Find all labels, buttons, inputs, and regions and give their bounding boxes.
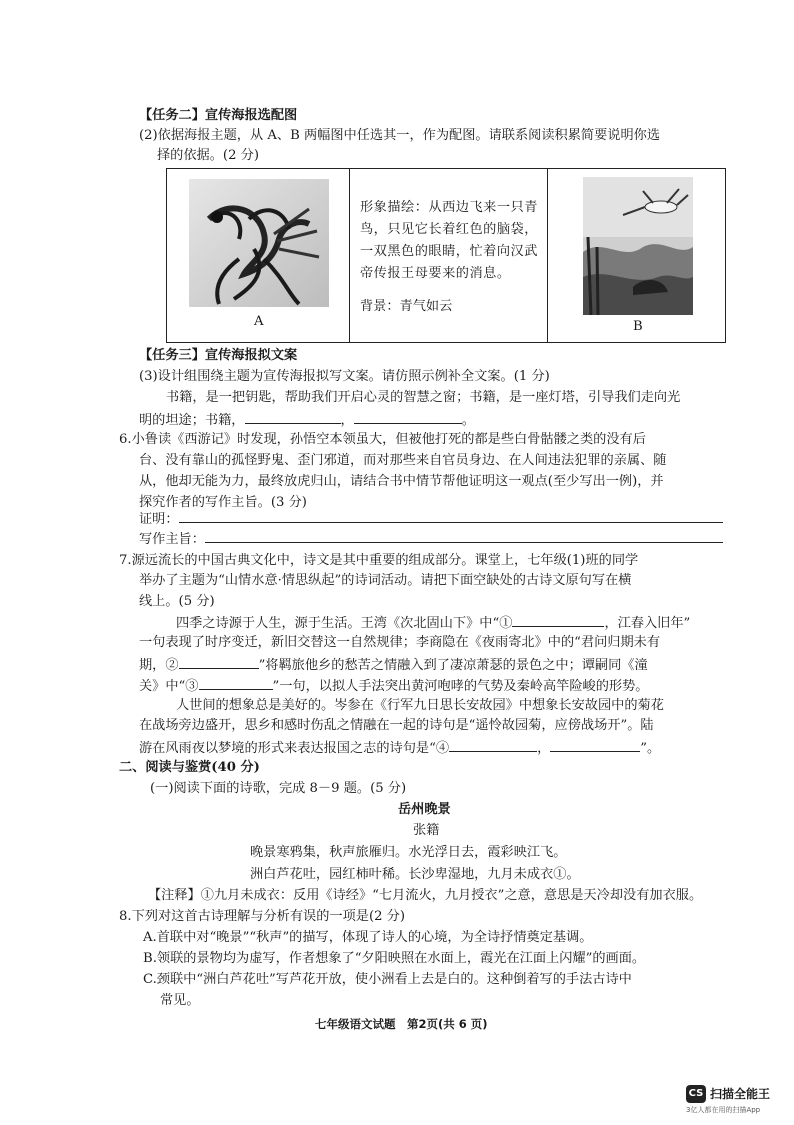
image-background: 背景：青气如云	[360, 299, 453, 314]
q7-blank4b[interactable]	[550, 737, 640, 752]
q6-proof-blank[interactable]	[179, 508, 723, 523]
q7-p1-line4-b: ”一句，以拟人手法突出黄河咆哮的气势及秦岭高竿险峻的形势。	[272, 679, 649, 694]
scanner-logo-sub: 3亿人都在用的扫描App	[686, 1106, 761, 1114]
q3-line2: 书籍，是一把钥匙，帮助我们开启心灵的智慧之窗；书籍，是一座灯塔，引导我们走向光	[166, 390, 681, 405]
poem-line1: 晚景寒鸦集，秋声旅雁归。水光浮日去，霞彩映江飞。	[250, 845, 567, 860]
q7-p1-line1-a: 四季之诗源于人生，源于生活。王湾《次北固山下》中“①	[176, 616, 513, 631]
q6-line3: 从，他却无能为力，最终放虎归山，请结合书中情节帮他证明这一观点(至少写出一例)，并	[139, 474, 664, 489]
q7-p1-line3	[139, 654, 648, 675]
image-choice-table	[166, 168, 726, 343]
q7-line2: 举办了主题为“山情水意·情思纵起”的诗词活动。请把下面空缺处的古诗文原句写在横	[139, 573, 632, 588]
q7-blank4a[interactable]	[449, 737, 537, 752]
q3-line3	[139, 409, 475, 430]
q7-p2-line2: 在战场旁边盛开，思乡和感时伤乱之情融在一起的诗句是“遥怜故园菊，应傍战场开”。陆	[139, 718, 654, 733]
section2-heading: 二、阅读与鉴赏(40 分)	[119, 760, 260, 775]
scanner-logo-icon: CS	[686, 1085, 706, 1103]
q8-option-a[interactable]: A.首联中对“晚景”“秋声”的描写，体现了诗人的心境，为全诗抒情奠定基调。	[143, 930, 593, 945]
label-b: B	[633, 319, 643, 334]
q7-p1-line4-a: 关》中“③	[139, 679, 199, 694]
q3-blank1[interactable]	[245, 409, 341, 424]
q6-theme-label: 写作主旨：	[139, 532, 205, 547]
q8-stem: 8.下列对这首古诗理解与分析有误的一项是(2 分)	[119, 909, 406, 924]
q2-line2: 择的依据。(2 分)	[157, 148, 259, 163]
q7-p2-line3-b: ，	[537, 741, 551, 756]
q3-line3-end: 。	[461, 413, 475, 428]
q6-line2: 台、没有靠山的孤怪野鬼、歪门邪道，而对那些来自官员身边、在人间违法犯罪的亲属、随	[139, 453, 667, 468]
cell-image-b	[548, 169, 726, 343]
q6-theme-blank[interactable]	[205, 528, 723, 543]
task2-heading: 【任务二】宣传海报选配图	[139, 108, 298, 123]
q3-line1: (3)设计组围绕主题为宣传海报拟写文案。请仿照示例补全文案。(1 分)	[139, 369, 550, 384]
crane-image	[583, 177, 693, 315]
q7-line3: 线上。(5 分)	[139, 594, 215, 609]
q7-p2-line3	[139, 737, 660, 758]
q7-blank1[interactable]	[512, 612, 604, 627]
scanner-logo-text: 扫描全能王	[710, 1087, 771, 1101]
q7-line1: 7.源远流长的中国古典文化中，诗文是其中重要的组成部分。课堂上，七年级(1)班的同学	[119, 553, 639, 568]
q7-p2-line3-a: 游在风雨夜以梦境的形式来表达报国之志的诗句是“④	[139, 741, 450, 756]
q6-proof-label: 证明：	[139, 512, 179, 527]
poem-title: 岳州晚景	[398, 802, 451, 817]
q2-line1: (2)依据海报主题，从 A、B 两幅图中任选其一，作为配图。请联系阅读积累简要说明你选	[139, 128, 661, 143]
image-description: 形象描绘：从西边飞来一只青鸟，只见它长着红色的脑袋，一双黑色的眼睛，忙着向汉武帝传报王母要来的消息。	[360, 200, 538, 281]
q7-blank3[interactable]	[199, 675, 273, 690]
cell-image-a	[167, 169, 350, 343]
phoenix-image	[189, 179, 329, 307]
q3-blank2[interactable]	[354, 409, 462, 424]
label-a: A	[254, 314, 264, 329]
q7-p2-line3-c: ”。	[640, 741, 661, 756]
q7-p1-line4	[139, 675, 649, 696]
q7-p1-line1	[176, 612, 690, 633]
q8-option-b[interactable]: B.领联的景物均为虚写，作者想象了“夕阳映照在水面上，霞光在江面上闪耀”的画面。	[143, 951, 646, 966]
q6-theme-row	[139, 528, 725, 549]
q8-option-c[interactable]: C.颈联中“洲白芦花吐”写芦花开放，使小洲看上去是白的。这种倒着写的手法古诗中	[143, 972, 632, 987]
task3-heading: 【任务三】宣传海报拟文案	[139, 348, 298, 363]
q7-p1-line3-a: 期，②	[139, 658, 179, 673]
page-footer: 七年级语文试题 第2页(共 6 页)	[315, 1017, 488, 1031]
q6-proof-row	[139, 508, 725, 529]
q8-option-c-cont: 常见。	[160, 993, 200, 1008]
q6-line4: 探究作者的写作主旨。(3 分)	[139, 495, 307, 510]
section2-sub: (一)阅读下面的诗歌，完成 8－9 题。(5 分)	[150, 781, 407, 796]
q3-line3-start: 明的坦途；书籍，	[139, 413, 245, 428]
q7-p1-line2: 一句表现了时序变迁，新旧交替这一自然规律；李商隐在《夜雨寄北》中的“君问归期未有	[139, 635, 661, 650]
q7-p1-line1-b: ，江春入旧年”	[604, 616, 691, 631]
q7-p2-line1: 人世间的想象总是美好的。岑参在《行军九日思长安故园》中想象长安故园中的菊花	[176, 698, 664, 713]
cell-description	[350, 169, 548, 343]
poem-note: 【注释】①九月未成衣：反用《诗经》“七月流火，九月授衣”之意，意思是天冷却没有加衣服。	[148, 888, 703, 903]
q7-p1-line3-b: ”将羁旅他乡的愁苦之情融入到了凄凉萧瑟的景色之中；谭嗣同《潼	[258, 658, 648, 673]
q6-line1: 6.小鲁读《西游记》时发现，孙悟空本领虽大，但被他打死的都是些白骨骷髅之类的没有后	[119, 432, 646, 447]
q7-blank2[interactable]	[179, 654, 259, 669]
poem-author: 张籍	[413, 823, 440, 838]
poem-line2: 洲白芦花吐，园红柿叶稀。长沙卑湿地，九月未成衣①。	[250, 867, 580, 882]
q3-line3-comma: ，	[340, 413, 354, 428]
